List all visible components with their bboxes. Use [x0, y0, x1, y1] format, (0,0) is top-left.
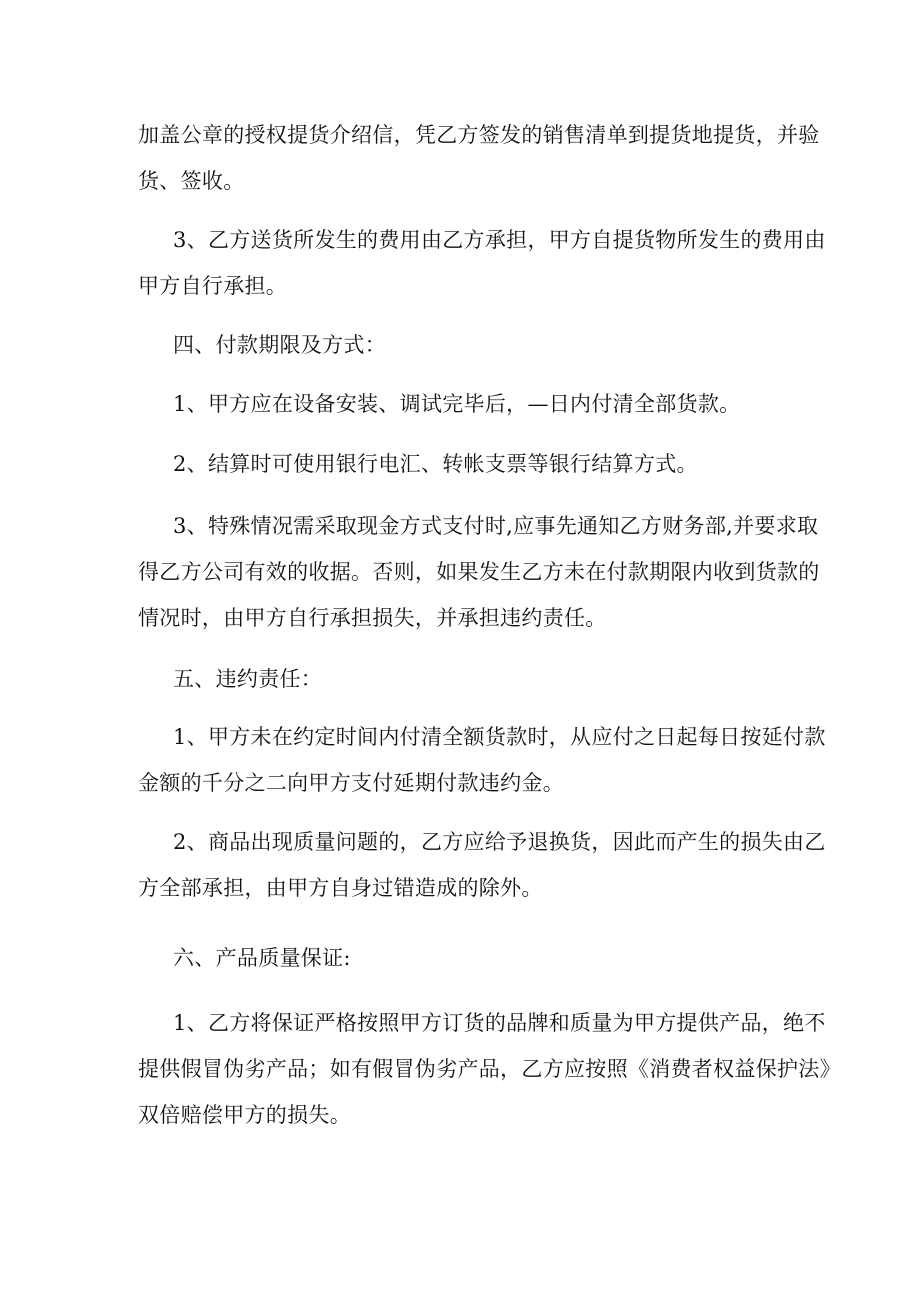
text-line: 六、产品质量保证: — [173, 946, 351, 970]
paragraph-cash-payment — [138, 503, 838, 641]
paragraph-no-counterfeit — [138, 1000, 841, 1138]
text-line: 方全部承担，由甲方自身过错造成的除外。 — [138, 876, 543, 900]
text-line: 3、乙方送货所发生的费用由乙方承担，甲方自提货物所发生的费用由 — [173, 228, 826, 252]
text-line: 1、甲方未在约定时间内付清全额货款时，从应付之日起每日按延付款 — [173, 725, 826, 749]
text-line: 提供假冒伪劣产品；如有假冒伪劣产品，乙方应按照《消费者权益保护法》 — [138, 1057, 841, 1081]
text-line: 双倍赔偿甲方的损失。 — [138, 1103, 351, 1127]
text-line: 2、结算时可使用银行电汇、转帐支票等银行结算方式。 — [173, 452, 698, 476]
paragraph-pickup-procedure — [138, 112, 838, 204]
section-heading-quality-guarantee — [138, 935, 838, 981]
text-line: 金额的千分之二向甲方支付延期付款违约金。 — [138, 771, 564, 795]
text-line: 货、签收。 — [138, 169, 245, 193]
text-line: 得乙方公司有效的收据。否则，如果发生乙方未在付款期限内收到货款的 — [138, 560, 820, 584]
text-line: 2、商品出现质量问题的，乙方应给予退换货，因此而产生的损失由乙 — [173, 830, 826, 854]
text-line: 1、甲方应在设备安装、调试完毕后，—日内付清全部货款。 — [173, 392, 741, 416]
paragraph-settlement-methods — [138, 441, 838, 487]
text-line: 3、特殊情况需采取现金方式支付时,应事先通知乙方财务部,并要求取 — [173, 514, 819, 538]
paragraph-quality-return — [138, 819, 838, 911]
section-heading-payment-terms — [138, 322, 838, 368]
section-heading-breach-liability — [138, 656, 838, 702]
text-line: 加盖公章的授权提货介绍信，凭乙方签发的销售清单到提货地提货，并验 — [138, 123, 820, 147]
paragraph-payment-deadline — [138, 381, 838, 427]
paragraph-late-payment-penalty — [138, 714, 838, 806]
paragraph-delivery-cost — [138, 217, 838, 309]
text-line: 四、付款期限及方式： — [173, 333, 386, 357]
text-line: 甲方自行承担。 — [138, 274, 288, 298]
text-line: 五、违约责任： — [173, 667, 323, 691]
text-line: 1、乙方将保证严格按照甲方订货的品牌和质量为甲方提供产品，绝不 — [173, 1011, 826, 1035]
text-line: 情况时，由甲方自行承担损失，并承担违约责任。 — [138, 606, 607, 630]
